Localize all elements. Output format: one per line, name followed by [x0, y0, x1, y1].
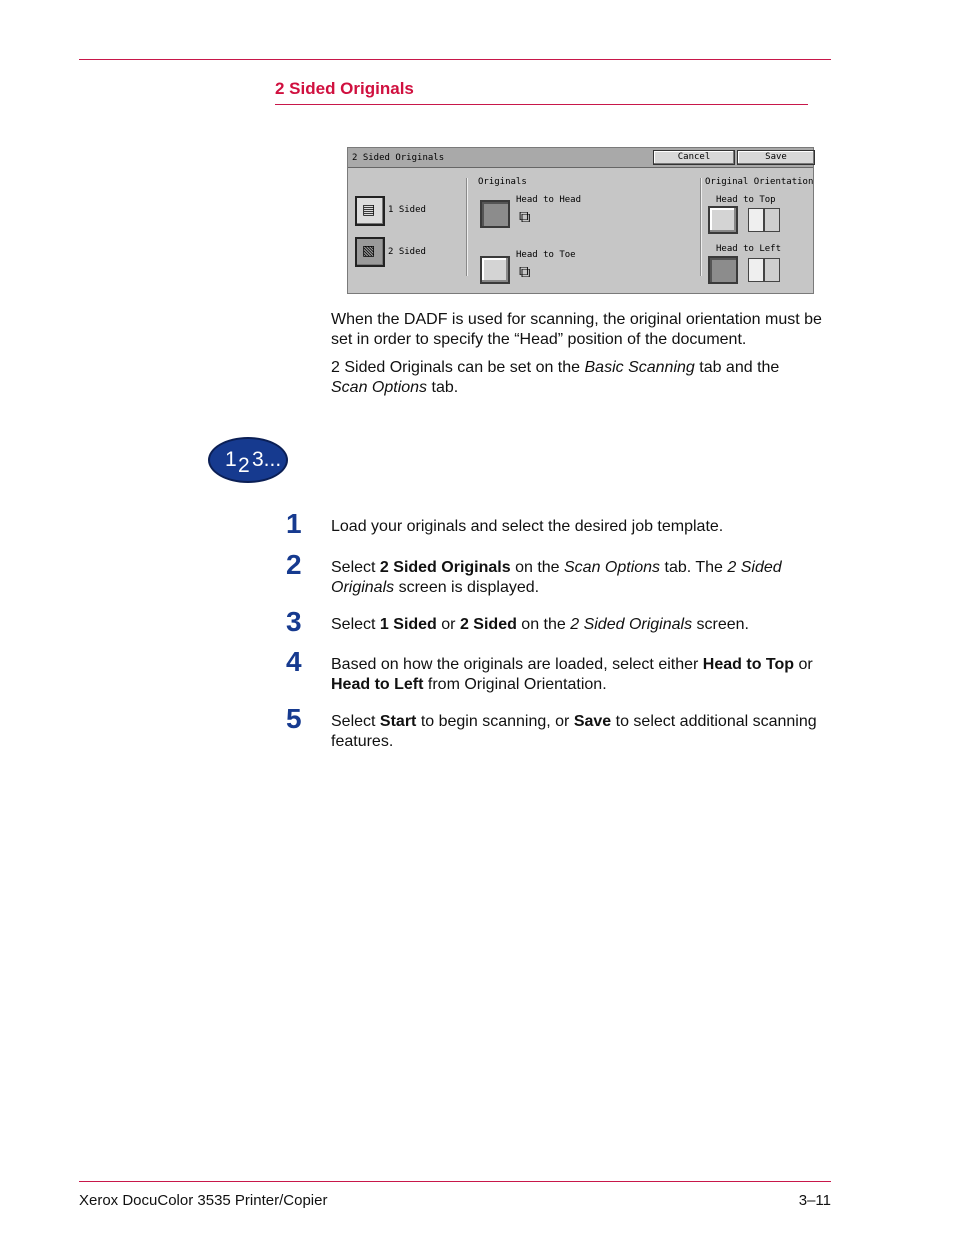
head-to-left-button[interactable]	[708, 256, 738, 284]
step-number: 1	[286, 508, 302, 539]
text-run: Select	[331, 616, 380, 633]
badge-digit-1: 1	[225, 448, 237, 471]
divider-right	[700, 178, 702, 276]
originals-heading: Originals	[478, 177, 527, 187]
head-to-top-thumbnail	[748, 208, 764, 232]
page-number: 3–11	[798, 1192, 831, 1209]
two-sided-button[interactable]	[355, 237, 385, 267]
text-run-italic: Scan Options	[564, 559, 661, 576]
procedure-badge-icon	[208, 437, 288, 483]
text-run: Based on how the originals are loaded, select either	[331, 656, 703, 673]
text-run: tab. The	[660, 559, 728, 576]
text-run-bold: Save	[573, 713, 612, 730]
step-text	[331, 558, 831, 598]
badge-digit-2: 2	[238, 454, 250, 477]
head-to-toe-label: Head to Toe	[516, 250, 576, 260]
head-to-head-icon: ⧉	[519, 207, 531, 226]
screen-titlebar	[348, 148, 813, 168]
text-run-italic: 2 Sided Originals	[570, 616, 693, 633]
one-sided-button[interactable]	[355, 196, 385, 226]
step-number: 5	[286, 703, 302, 734]
text-run: on the	[510, 559, 564, 576]
header-rule	[79, 59, 831, 60]
text-run: from Original Orientation.	[423, 676, 607, 693]
text-run-italic: Scan Options	[331, 379, 428, 396]
text-run-bold: Start	[379, 713, 417, 730]
step-text: Load your originals and select the desired job template.	[331, 518, 724, 535]
double-page-icon: ▧	[362, 243, 376, 259]
single-page-icon: ▤	[362, 202, 376, 218]
intro-paragraph-1: When the DADF is used for scanning, the original orientation must be set in order to specify the “Head” position of the document.	[331, 311, 822, 348]
step-number: 4	[286, 646, 302, 677]
text-run: tab.	[427, 379, 459, 396]
text-run: tab and the	[694, 359, 780, 376]
text-run: screen is displayed.	[394, 579, 540, 596]
screen-title: 2 Sided Originals	[352, 153, 445, 163]
text-run-bold: Head to Top	[702, 656, 795, 673]
text-run: or	[794, 656, 813, 673]
head-to-left-thumbnail-back	[764, 258, 780, 282]
head-to-top-button[interactable]	[708, 206, 738, 234]
orientation-heading: Original Orientation	[705, 177, 814, 187]
section-title: 2 Sided Originals	[275, 79, 414, 98]
head-to-top-thumbnail-back	[764, 208, 780, 232]
text-run-bold: 2 Sided	[459, 616, 517, 633]
step-text	[331, 655, 831, 695]
cancel-button[interactable]: Cancel	[653, 150, 735, 165]
step-text	[331, 615, 831, 635]
text-run: screen.	[692, 616, 749, 633]
two-sided-originals-screen	[347, 147, 814, 294]
footer-rule	[79, 1181, 831, 1182]
save-button[interactable]: Save	[737, 150, 815, 165]
head-to-left-label: Head to Left	[716, 244, 782, 254]
one-sided-label: 1 Sided	[388, 205, 426, 215]
intro-paragraph-2	[331, 358, 831, 398]
head-to-head-button[interactable]	[480, 200, 510, 228]
badge-digit-3: 3...	[252, 448, 282, 471]
text-run-italic: Basic Scanning	[584, 359, 695, 376]
text-run: to select additional scanning features.	[331, 713, 817, 750]
step-number: 3	[286, 606, 302, 637]
head-to-toe-icon: ⧉	[519, 262, 531, 281]
section-title-rule	[275, 104, 808, 105]
text-run: to begin scanning, or	[416, 713, 574, 730]
divider-left	[466, 178, 468, 276]
text-run: on the	[516, 616, 571, 633]
text-run-bold: Head to Left	[331, 676, 424, 693]
text-run: Select	[331, 713, 380, 730]
text-run: Select	[331, 559, 380, 576]
head-to-toe-button[interactable]	[480, 256, 510, 284]
head-to-left-thumbnail	[748, 258, 764, 282]
head-to-head-label: Head to Head	[516, 195, 582, 205]
step-text	[331, 712, 831, 752]
step-number: 2	[286, 549, 302, 580]
head-to-top-label: Head to Top	[716, 195, 776, 205]
text-run-italic: 2 Sided Originals	[331, 559, 782, 596]
footer-title: Xerox DocuColor 3535 Printer/Copier	[79, 1192, 328, 1209]
two-sided-label: 2 Sided	[388, 247, 426, 257]
text-run-bold: 1 Sided	[379, 616, 437, 633]
text-run: or	[436, 616, 460, 633]
text-run-bold: 2 Sided Originals	[379, 559, 511, 576]
text-run: 2 Sided Originals can be set on the	[331, 359, 585, 376]
